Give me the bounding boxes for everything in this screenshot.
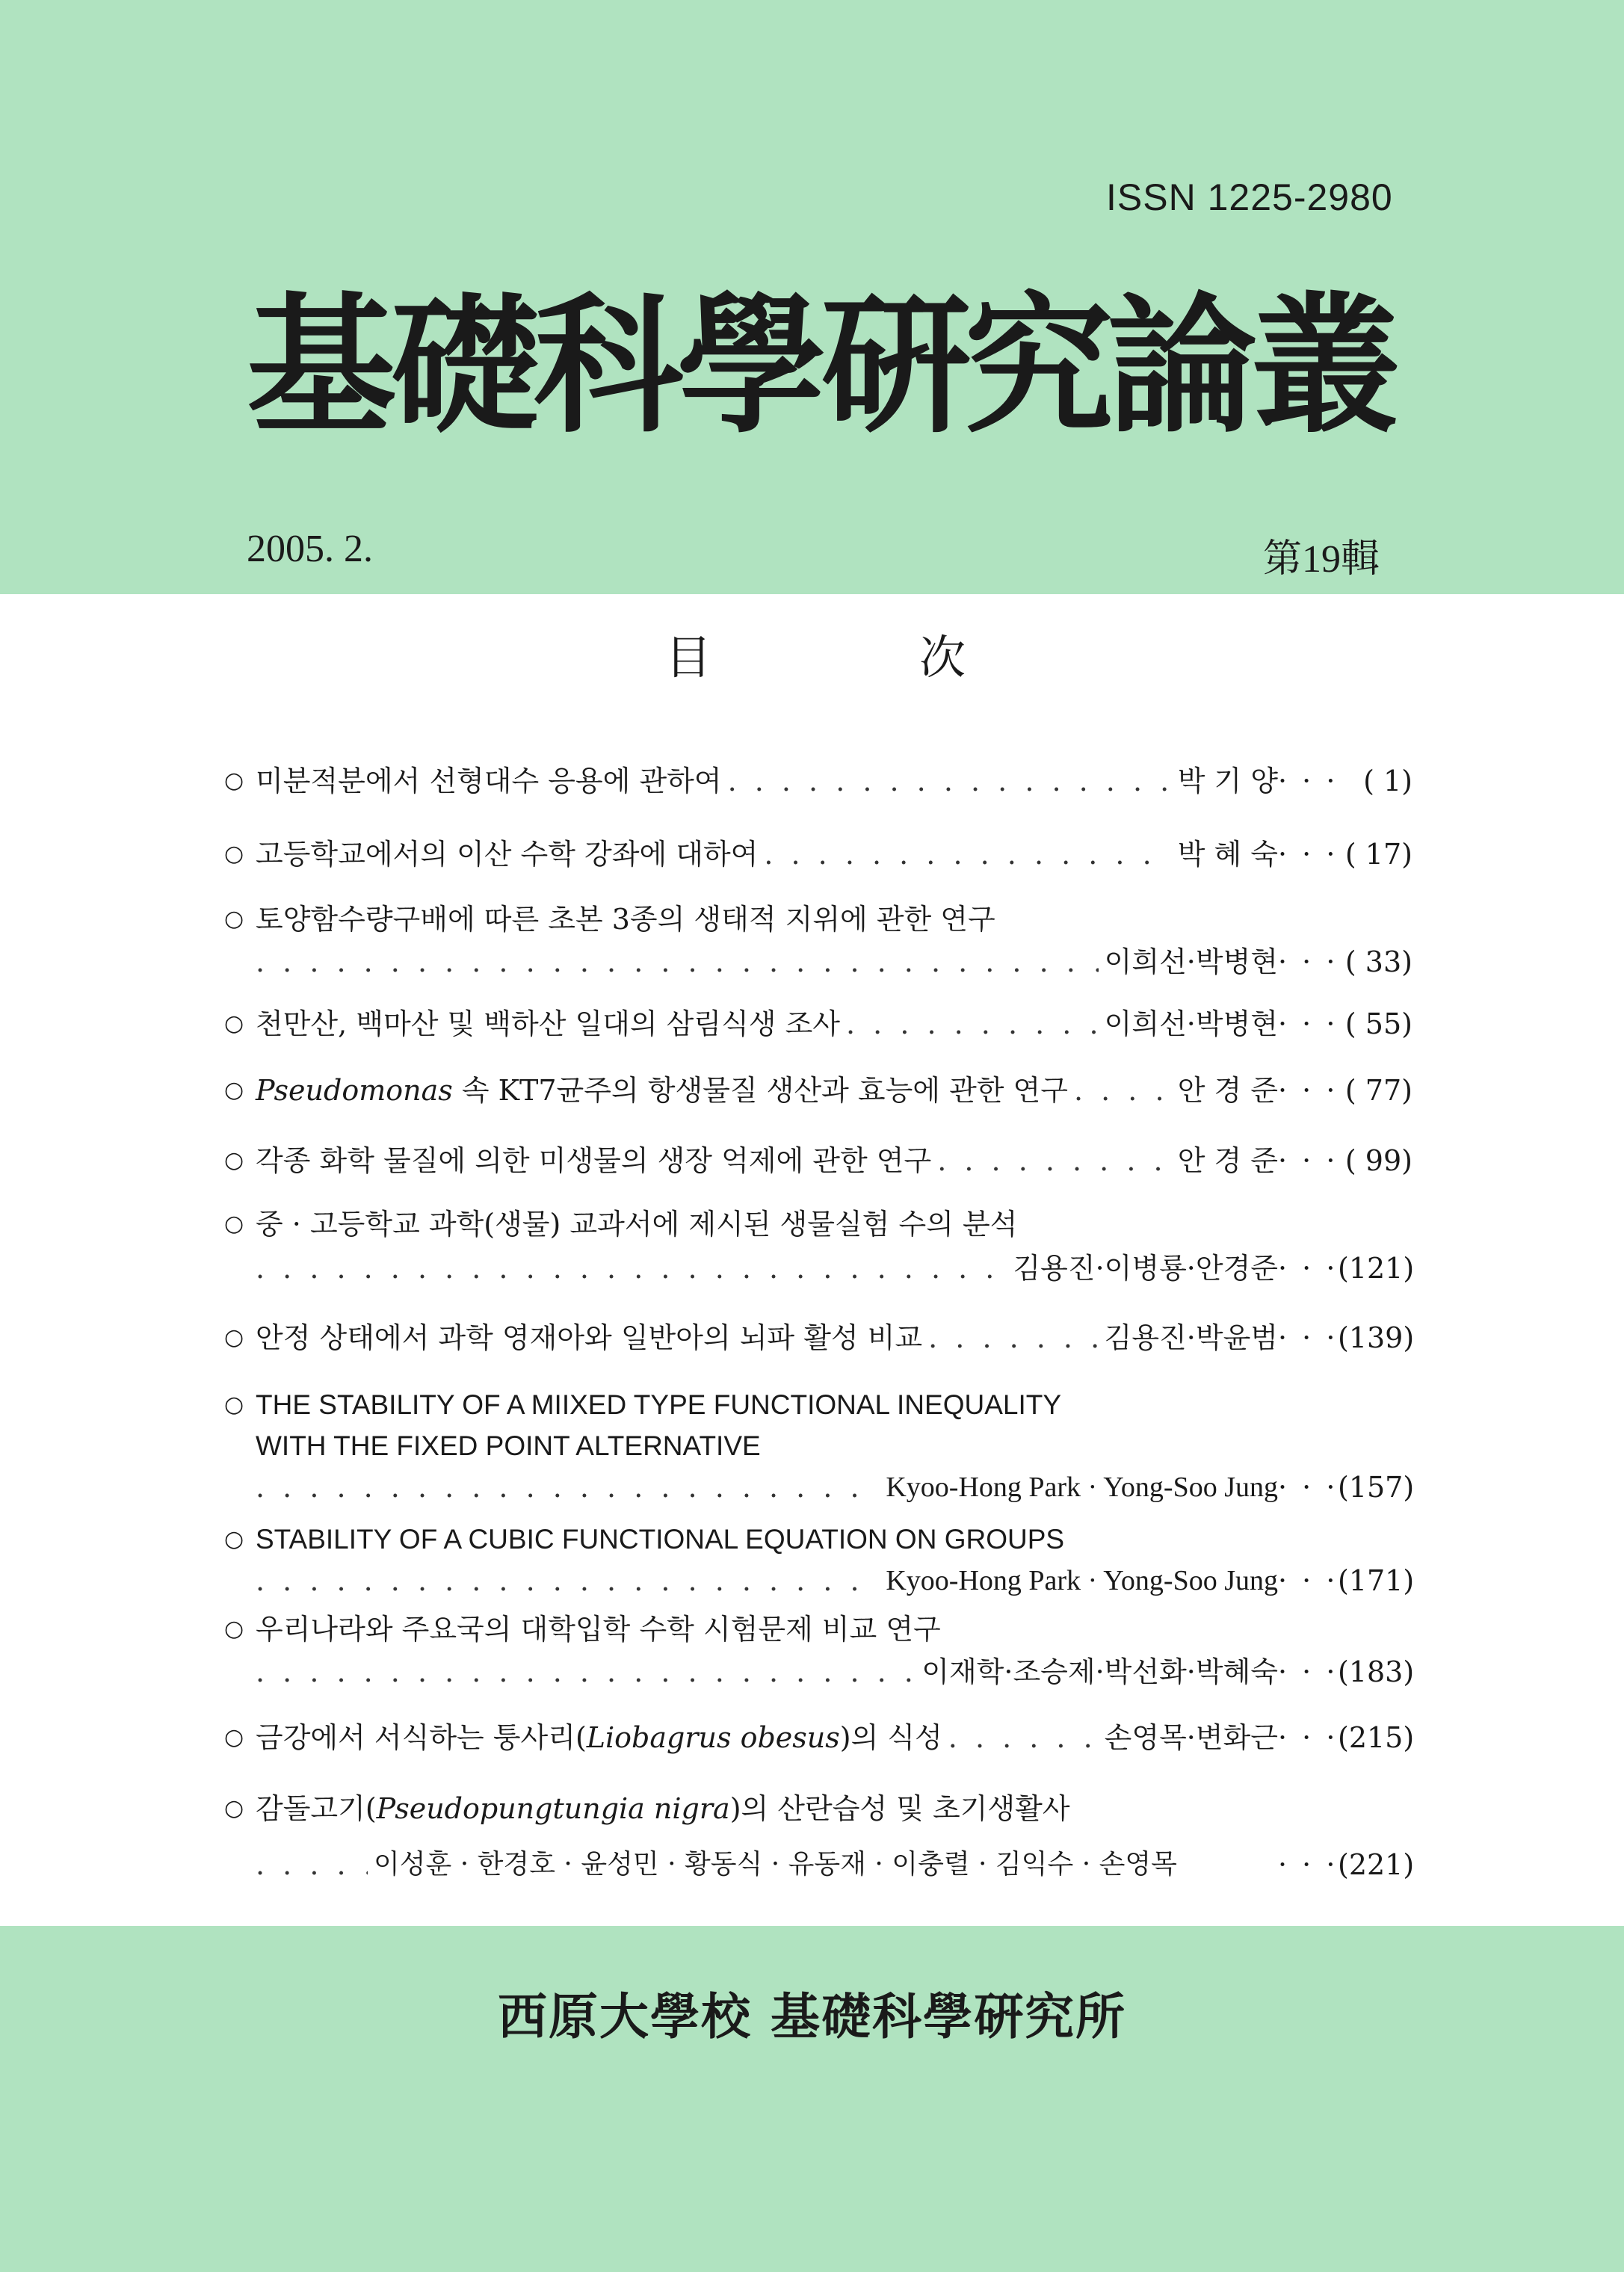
leader-trail: · · · — [1278, 1655, 1339, 1688]
leader-trail: · · · — [1278, 1321, 1339, 1354]
toc-authors: 김용진·이병룡·안경준 — [1013, 1252, 1278, 1285]
toc-entry-cont — [224, 943, 1412, 981]
leader-trail: · · · — [1278, 1721, 1339, 1754]
toc-title-italic: Liobagrus obesus — [586, 1721, 840, 1754]
toc-title: 고등학교에서의 이산 수학 강좌에 대하여 — [256, 838, 759, 871]
leader-dots — [256, 1250, 1007, 1287]
toc-page: (139) — [1338, 1321, 1415, 1354]
toc-authors: 박 기 양 — [1177, 765, 1278, 797]
leader-trail: · · · — [1278, 1144, 1339, 1177]
toc-page: (171) — [1338, 1564, 1415, 1597]
toc-page: ( 33) — [1344, 945, 1412, 978]
toc-title-italic: Pseudomonas — [256, 1074, 453, 1107]
toc-entry[interactable] — [224, 1206, 1412, 1243]
leader-dots — [928, 1319, 1099, 1356]
toc-title-pre: 금강에서 서식하는 퉁사리( — [256, 1721, 587, 1754]
contents-heading — [0, 628, 1624, 688]
leader-trail: · · · — [1278, 1252, 1339, 1285]
toc-entry[interactable] — [224, 1521, 1412, 1558]
leader-trail: · · · — [1278, 1007, 1339, 1040]
toc-title: THE STABILITY OF A MIIXED TYPE FUNCTIONAL INEQUALITY — [256, 1389, 1062, 1420]
toc-entry[interactable] — [224, 1611, 1412, 1648]
toc-entry-cont — [224, 1469, 1415, 1506]
issue-date: 2005. 2. — [247, 528, 373, 570]
toc-page: (157) — [1338, 1471, 1415, 1504]
toc-entry-cont — [224, 1653, 1415, 1691]
bullet: ○ — [224, 1724, 244, 1750]
toc-entry-cont — [224, 1562, 1415, 1599]
bullet: ○ — [224, 1526, 244, 1552]
toc-authors: Kyoo-Hong Park · Yong-Soo Jung — [886, 1565, 1278, 1596]
toc-title — [256, 1790, 1070, 1827]
toc-entry[interactable] — [224, 836, 1412, 873]
toc-authors: 손영목·변화근 — [1104, 1721, 1278, 1754]
toc-entry[interactable] — [224, 762, 1412, 800]
leader-trail: · · · — [1278, 1564, 1339, 1597]
leader-dots — [948, 1719, 1099, 1756]
bullet: ○ — [224, 768, 244, 794]
toc-title-text: 속 KT7균주의 항생물질 생산과 효능에 관한 연구 — [452, 1074, 1068, 1107]
leader-dots — [256, 1653, 916, 1691]
toc-entry[interactable] — [224, 1005, 1412, 1043]
toc-title — [256, 1719, 942, 1756]
leader-trail: · · · — [1278, 838, 1339, 871]
toc-title-text: )의 산란습성 및 초기생활사 — [729, 1792, 1070, 1825]
journal-title: 基礎科學硏究論叢 — [247, 278, 1395, 454]
leader-dots — [764, 836, 1171, 873]
leader-trail: · · · — [1278, 945, 1339, 978]
toc-title: 우리나라와 주요국의 대학입학 수학 시험문제 비교 연구 — [256, 1613, 941, 1646]
toc-entry[interactable] — [224, 901, 1412, 938]
toc-page: (221) — [1338, 1848, 1415, 1881]
bullet: ○ — [224, 1211, 244, 1237]
toc-title: 중 · 고등학교 과학(생물) 교과서에 제시된 생물실험 수의 분석 — [256, 1208, 1018, 1241]
toc-page: ( 99) — [1344, 1144, 1412, 1177]
leader-dots — [256, 1469, 880, 1506]
toc-entry[interactable] — [224, 1319, 1415, 1356]
toc-authors: 이희선·박병현 — [1104, 945, 1278, 978]
toc-entry-cont — [224, 1250, 1415, 1287]
issn-label: ISSN 1225-2980 — [1106, 176, 1393, 218]
toc-title — [256, 1072, 1068, 1109]
bullet: ○ — [224, 841, 244, 867]
leader-trail: · · · — [1278, 1848, 1339, 1881]
toc-entry[interactable] — [224, 1790, 1412, 1827]
toc-title-text: )의 식성 — [839, 1721, 942, 1754]
toc-entry[interactable] — [224, 1142, 1412, 1179]
toc-authors: Kyoo-Hong Park · Yong-Soo Jung — [886, 1472, 1278, 1503]
bullet: ○ — [224, 906, 244, 932]
toc-page: (215) — [1338, 1721, 1415, 1754]
leader-dots — [937, 1142, 1171, 1179]
toc-title-pre: 감돌고기( — [256, 1792, 377, 1825]
bullet: ○ — [224, 1795, 244, 1821]
toc-authors: 박 혜 숙 — [1177, 838, 1278, 871]
toc-entry[interactable] — [224, 1386, 1412, 1424]
toc-entry[interactable] — [224, 1072, 1412, 1109]
leader-dots — [256, 1562, 880, 1599]
leader-dots — [256, 1846, 368, 1883]
toc-authors: 안 경 준 — [1177, 1144, 1278, 1177]
toc-page: ( 1) — [1363, 765, 1412, 797]
toc-title: STABILITY OF A CUBIC FUNCTIONAL EQUATION ON GROUPS — [256, 1524, 1065, 1555]
toc-authors: 김용진·박윤범 — [1104, 1321, 1278, 1354]
toc-page: ( 55) — [1344, 1007, 1412, 1040]
toc-title: 토양함수량구배에 따른 초본 3종의 생태적 지위에 관한 연구 — [256, 903, 995, 936]
toc-title: 각종 화학 물질에 의한 미생물의 생장 억제에 관한 연구 — [256, 1144, 932, 1177]
toc-entry[interactable] — [224, 1719, 1415, 1756]
leader-dots — [728, 762, 1172, 800]
toc-page: ( 17) — [1344, 838, 1412, 871]
toc-entry-cont — [224, 1846, 1415, 1883]
toc-entry-cont — [224, 1427, 1412, 1465]
bullet: ○ — [224, 1392, 244, 1418]
toc-authors: 이희선·박병현 — [1104, 1007, 1278, 1040]
toc-title: 미분적분에서 선형대수 응용에 관하여 — [256, 765, 722, 797]
leader-trail: · · · — [1278, 1471, 1339, 1504]
contents-heading-right: 次 — [919, 630, 966, 685]
bullet: ○ — [224, 1010, 244, 1037]
toc-authors: 이성훈 · 한경호 · 윤성민 · 황동식 · 유동재 · 이충렬 · 김익수 · 손영목 — [374, 1849, 1177, 1880]
toc-page: ( 77) — [1344, 1074, 1412, 1107]
toc-title: 천만산, 백마산 및 백하산 일대의 삼림식생 조사 — [256, 1007, 841, 1040]
leader-trail: · · · — [1278, 765, 1339, 797]
leader-dots — [256, 943, 1099, 981]
leader-trail: · · · — [1278, 1074, 1339, 1107]
bullet: ○ — [224, 1324, 244, 1350]
toc-page: (183) — [1338, 1655, 1415, 1688]
leader-dots — [846, 1005, 1099, 1043]
bullet: ○ — [224, 1147, 244, 1173]
leader-dots — [1074, 1072, 1172, 1109]
toc-authors: 이재학·조승제·박선화·박혜숙 — [921, 1655, 1278, 1688]
toc-page: (121) — [1338, 1252, 1415, 1285]
toc-authors: 안 경 준 — [1177, 1074, 1278, 1107]
contents-heading-left: 目 — [665, 630, 712, 685]
volume-label: 第19輯 — [1263, 538, 1380, 581]
bullet: ○ — [224, 1077, 244, 1103]
toc-title-italic: Pseudopungtungia nigra — [376, 1792, 730, 1825]
bullet: ○ — [224, 1616, 244, 1642]
publisher-name: 西原大學校 基礎科學硏究所 — [498, 1988, 1126, 2046]
toc-title: 안정 상태에서 과학 영재아와 일반아의 뇌파 활성 비교 — [256, 1321, 923, 1354]
toc-title-line2: WITH THE FIXED POINT ALTERNATIVE — [256, 1430, 761, 1461]
